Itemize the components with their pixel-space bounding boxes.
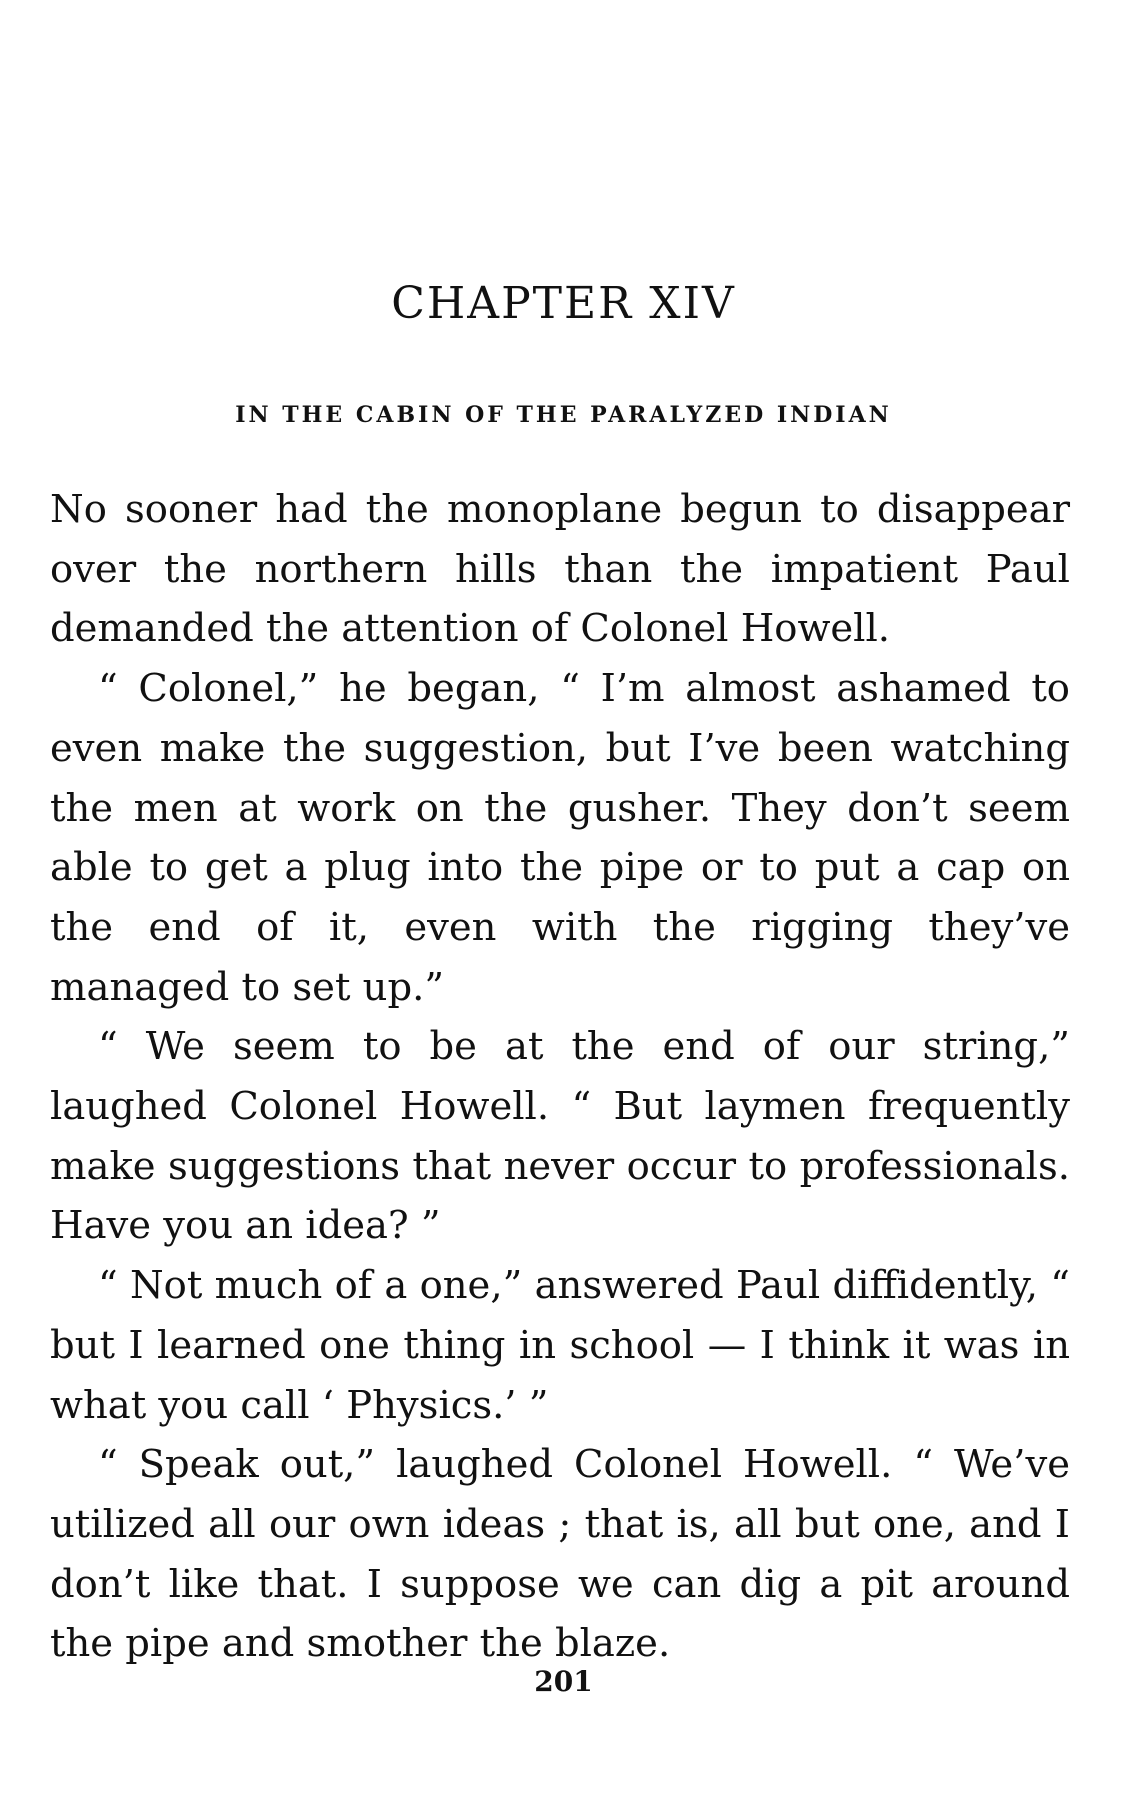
page-number: 201 [534,1665,593,1698]
paragraph: No sooner had the monoplane begun to disappear over the northern hills than the impatient Paul demanded the attention of Colonel Howell. [50,487,1070,652]
paragraph: “ We seem to be at the end of our string,” laughed Colonel Howell. “ But laymen frequently make suggestions that never occur to professionals. Have you an idea? ” [50,1024,1070,1249]
chapter-subtitle: IN THE CABIN OF THE PARALYZED INDIAN [235,402,892,428]
chapter-title: CHAPTER XIV [391,278,736,329]
paragraph: “ Speak out,” laughed Colonel Howell. “ We’ve utilized all our own ideas ; that is, all but one, and I don’t like that. I suppose we can dig a pit around the pipe and smother the blaze. [50,1442,1070,1667]
body-text [50,480,1070,1674]
paragraph: “ Not much of a one,” answered Paul diffidently, “ but I learned one thing in school — I think it was in what you call ‘ Physics.’ ” [50,1263,1070,1428]
paragraph: “ Colonel,” he began, “ I’m almost ashamed to even make the suggestion, but I’ve been watching the men at work on the gusher. They don’t seem able to get a plug into the pipe or to put a cap on the end of it, even with the rigging they’ve managed to set up.” [50,666,1070,1010]
